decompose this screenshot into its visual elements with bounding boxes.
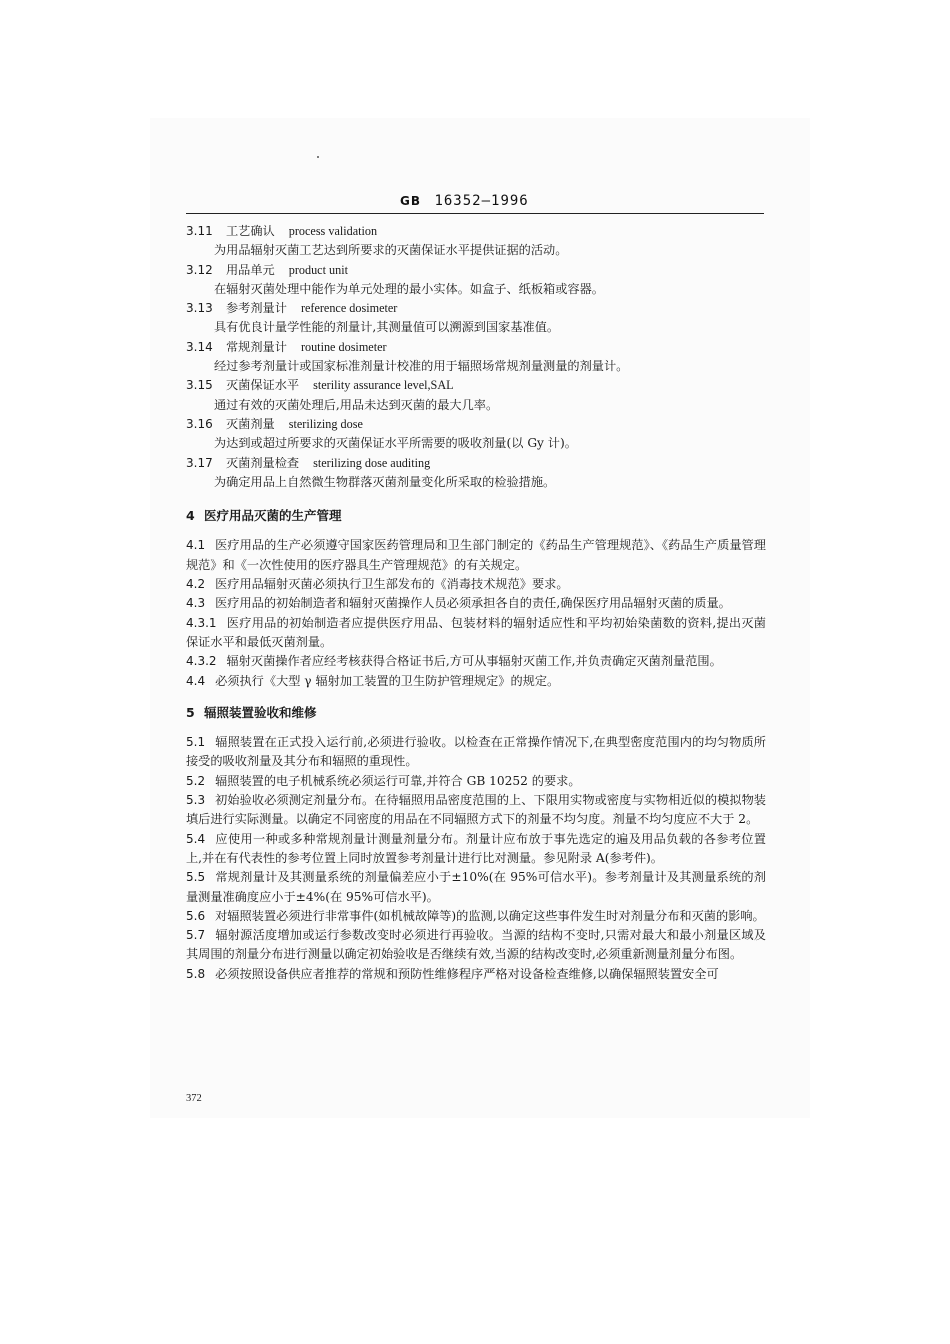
definition-entry [186, 299, 766, 338]
clause-paragraph [186, 965, 766, 984]
clause-number: 5.4 [186, 831, 206, 846]
clause-number: 3.17 [186, 455, 213, 470]
clause-text: 医疗用品辐射灭菌必须执行卫生部发布的《消毒技术规范》要求。 [215, 577, 569, 592]
clause-number: 4.4 [186, 673, 206, 688]
clause-text: 辐射源活度增加或运行参数改变时必须进行再验收。当源的结构不变时,只需对最大和最小剂量区域及其周围的剂量分布进行测量以确定初始验收是否继续有效,当源的结构改变时,必须重新测量剂量分布图。 [186, 928, 766, 962]
definition-entry [186, 415, 766, 454]
header-rule [186, 213, 764, 214]
clause-number: 5.7 [186, 928, 206, 943]
clause-paragraph [186, 791, 766, 830]
term-definition: 为用品辐射灭菌工艺达到所要求的灭菌保证水平提供证据的活动。 [214, 243, 568, 258]
scan-speck [317, 156, 319, 158]
definitions-list [186, 222, 766, 492]
clause-text: 必须执行《大型 γ 辐射加工装置的卫生防护管理规定》的规定。 [215, 673, 560, 688]
clause-number: 5.6 [186, 908, 206, 923]
clause-paragraph [186, 652, 766, 671]
clause-text: 常规剂量计及其测量系统的剂量偏差应小于±10%(在 95%可信水平)。参考剂量计及其测量系统的剂量测量准确度应小于±4%(在 95%可信水平)。 [186, 870, 766, 904]
term-chinese: 灭菌剂量 [226, 416, 275, 431]
clause-text: 必须按照设备供应者推荐的常规和预防性维修程序严格对设备检查维修,以确保辐照装置安全可 [215, 966, 719, 981]
definition-entry [186, 222, 766, 261]
section-title: 辐照装置验收和维修 [204, 704, 317, 720]
term-chinese: 常规剂量计 [226, 339, 287, 354]
standard-prefix: GB [400, 194, 421, 208]
clause-number: 5.1 [186, 735, 206, 750]
clause-text: 辐照装置在正式投入运行前,必须进行验收。以检查在正常操作情况下,在典型密度范围内的均匀物质所接受的吸收剂量及其分布和辐照的重现性。 [186, 735, 766, 769]
clause-number: 3.13 [186, 301, 213, 316]
term-english: process validation [288, 224, 378, 238]
clause-text: 应使用一种或多种常规剂量计测量剂量分布。剂量计应布放于事先选定的遍及用品负载的各参考位置上,并在有代表性的参考位置上同时放置参考剂量计进行比对测量。参见附录 A(参考件)。 [186, 831, 766, 865]
term-chinese: 参考剂量计 [226, 301, 287, 316]
term-definition: 通过有效的灭菌处理后,用品未达到灭菌的最大几率。 [214, 397, 499, 412]
definition-entry [186, 338, 766, 377]
section-title: 医疗用品灭菌的生产管理 [204, 508, 342, 524]
section-heading-4 [186, 506, 766, 525]
term-definition: 为达到或超过所要求的灭菌保证水平所需要的吸收剂量(以 Gy 计)。 [214, 436, 577, 451]
clause-text: 医疗用品的生产必须遵守国家医药管理局和卫生部门制定的《药品生产管理规范》、《药品生产质量管理规范》和《一次性使用的医疗器具生产管理规范》的有关规定。 [186, 538, 766, 572]
term-chinese: 用品单元 [226, 262, 275, 277]
clause-number: 3.11 [186, 224, 213, 238]
clause-text: 初始验收必须测定剂量分布。在待辐照用品密度范围的上、下限用实物或密度与实物相近似的模拟物装填后进行实际测量。以确定不同密度的用品在不同辐照方式下的剂量不均匀度。剂量不均匀度应不大于 2。 [186, 793, 766, 827]
term-chinese: 工艺确认 [226, 224, 275, 238]
section-number: 4 [186, 508, 195, 524]
term-definition: 具有优良计量学性能的剂量计,其测量值可以溯源到国家基准值。 [214, 320, 560, 335]
clause-paragraph [186, 614, 766, 653]
clause-paragraph [186, 575, 766, 594]
term-chinese: 灭菌保证水平 [226, 378, 300, 393]
clause-text: 辐射灭菌操作者应经考核获得合格证书后,方可从事辐射灭菌工作,并负责确定灭菌剂量范围。 [226, 654, 722, 669]
clause-paragraph [186, 772, 766, 791]
definition-entry [186, 376, 766, 415]
term-english: routine dosimeter [300, 339, 387, 354]
page-number: 372 [186, 1093, 202, 1104]
clause-number: 4.3.2 [186, 654, 217, 669]
definition-entry [186, 261, 766, 300]
definition-entry [186, 454, 766, 493]
clause-number: 5.5 [186, 870, 206, 885]
clause-text: 对辐照装置必须进行非常事件(如机械故障等)的监测,以确定这些事件发生时对剂量分布和灭菌的影响。 [215, 908, 765, 923]
section-5-body [186, 733, 766, 984]
clause-paragraph [186, 830, 766, 869]
term-definition: 在辐射灭菌处理中能作为单元处理的最小实体。如盒子、纸板箱或容器。 [214, 281, 604, 296]
clause-text: 医疗用品的初始制造者和辐射灭菌操作人员必须承担各自的责任,确保医疗用品辐射灭菌的质量。 [215, 596, 731, 611]
term-english: sterility assurance level,SAL [313, 378, 454, 393]
clause-number: 3.16 [186, 416, 213, 431]
clause-number: 4.2 [186, 577, 206, 592]
clause-number: 3.12 [186, 262, 213, 277]
clause-paragraph [186, 926, 766, 965]
term-definition: 经过参考剂量计或国家标准剂量计校准的用于辐照场常规剂量测量的剂量计。 [214, 359, 629, 374]
clause-number: 3.15 [186, 378, 213, 393]
section-number: 5 [186, 704, 195, 720]
clause-number: 4.3 [186, 596, 206, 611]
clause-paragraph [186, 868, 766, 907]
term-english: sterilizing dose [288, 416, 363, 431]
clause-number: 3.14 [186, 339, 213, 354]
clause-paragraph [186, 733, 766, 772]
clause-paragraph [186, 594, 766, 613]
term-english: sterilizing dose auditing [313, 455, 431, 470]
term-english: reference dosimeter [300, 301, 398, 316]
clause-number: 4.3.1 [186, 615, 217, 630]
clause-number: 5.8 [186, 966, 206, 981]
term-english: product unit [288, 262, 348, 277]
term-chinese: 灭菌剂量检查 [226, 455, 300, 470]
clause-paragraph [186, 672, 766, 691]
clause-number: 4.1 [186, 538, 206, 553]
standard-number: 16352—1996 [434, 193, 529, 209]
clause-paragraph [186, 536, 766, 575]
clause-text: 医疗用品的初始制造者应提供医疗用品、包装材料的辐射适应性和平均初始染菌数的资料,提出灭菌保证水平和最低灭菌剂量。 [186, 615, 766, 649]
page-header [400, 193, 529, 209]
clause-number: 5.3 [186, 793, 206, 808]
section-heading-5 [186, 703, 766, 722]
section-4-body [186, 536, 766, 690]
clause-text: 辐照装置的电子机械系统必须运行可靠,并符合 GB 10252 的要求。 [215, 773, 581, 788]
document-body [186, 222, 766, 984]
term-definition: 为确定用品上自然微生物群落灭菌剂量变化所采取的检验措施。 [214, 474, 556, 489]
clause-paragraph [186, 907, 766, 926]
clause-number: 5.2 [186, 773, 206, 788]
